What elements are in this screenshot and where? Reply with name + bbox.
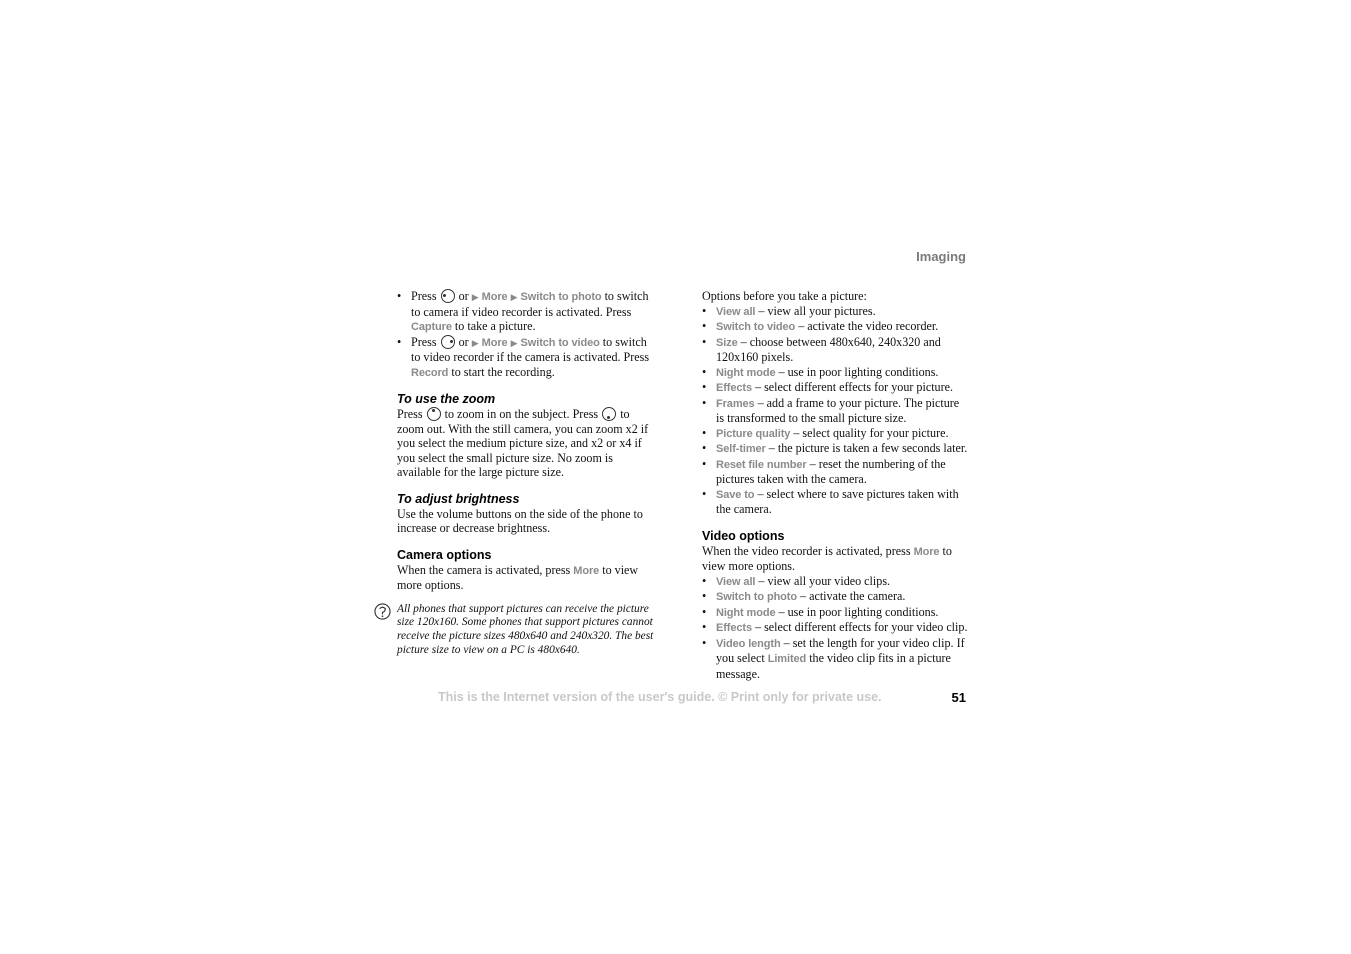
- list-item: • Press or ▶ More ▶ Switch to photo to switch to camera if video recorder is activated. Press Capture to take a picture.: [397, 289, 659, 335]
- list-item: • Effects – select different effects for your picture.: [702, 380, 968, 396]
- menu-more: More: [573, 564, 600, 577]
- brightness-text: Use the volume buttons on the side of the phone to increase or decrease brightness.: [397, 506, 643, 535]
- list-item: • Switch to video – activate the video recorder.: [702, 319, 968, 335]
- zoom-heading: To use the zoom: [397, 392, 496, 406]
- menu-more: More: [913, 545, 940, 558]
- video-options-list: [702, 574, 968, 682]
- menu-switch-to-photo: Switch to photo: [520, 291, 602, 303]
- menu-limited: Limited: [767, 653, 807, 665]
- video-options-text: When the video recorder is activated, press More to view more options.: [702, 543, 952, 573]
- list-item: • Switch to photo – activate the camera.: [702, 589, 968, 605]
- tip-note: All phones that support pictures can receive the picture size 120x160. Some phones that support pictures cannot receive the picture sizes 480x640 and 240x320. The best picture size to view on a PC is 480x640.: [397, 603, 659, 658]
- menu-switch-to-video: Switch to video: [520, 336, 600, 349]
- camera-options-text: When the camera is activated, press More to view more options.: [397, 562, 639, 592]
- menu-arrow-icon: ▶: [471, 337, 479, 348]
- menu-capture: Capture: [411, 321, 452, 333]
- menu-more: More: [481, 291, 508, 303]
- list-item: • Frames – add a frame to your picture. The picture is transformed to the small picture size.: [702, 396, 968, 426]
- list-item: • Night mode – use in poor lighting conditions.: [702, 365, 968, 381]
- list-item: • Night mode – use in poor lighting conditions.: [702, 605, 968, 621]
- list-item: • Effects – select different effects for your video clip.: [702, 620, 968, 636]
- navigation-left-key-icon: [441, 289, 455, 303]
- menu-more: More: [481, 336, 508, 349]
- left-column: [397, 289, 659, 658]
- zoom-text: Press to zoom in on the subject. Press to zoom out. With the still camera, you can zoom x2 if you select the medium picture size, and x2 or x4 if you select the small picture size. No zoom is available for the large picture size.: [397, 407, 649, 479]
- navigation-up-key-icon: [427, 407, 441, 421]
- picture-options-list: [702, 304, 968, 517]
- navigation-right-key-icon: [441, 335, 455, 349]
- list-item: • Reset file number – reset the numbering of the pictures taken with the camera.: [702, 457, 968, 487]
- menu-record: Record: [411, 366, 449, 379]
- list-item: • View all – view all your video clips.: [702, 574, 968, 590]
- navigation-down-key-icon: [602, 407, 616, 421]
- menu-arrow-icon: ▶: [471, 292, 479, 302]
- camera-options-heading: Camera options: [397, 547, 492, 562]
- right-column: [702, 289, 968, 681]
- list-item: • Save to – select where to save pictures taken with the camera.: [702, 487, 968, 517]
- list-item: • Picture quality – select quality for your picture.: [702, 426, 968, 442]
- menu-arrow-icon: ▶: [510, 337, 518, 348]
- brightness-heading: To adjust brightness: [397, 491, 520, 506]
- list-item: • Self-timer – the picture is taken a few seconds later.: [702, 441, 968, 457]
- list-item: • Press or ▶ More ▶ Switch to video to switch to video recorder if the camera is activated. Press Record to start the recording.: [397, 335, 659, 381]
- video-options-heading: Video options: [702, 528, 785, 543]
- menu-arrow-icon: ▶: [510, 292, 518, 302]
- list-item: • View all – view all your pictures.: [702, 304, 968, 320]
- options-intro: Options before you take a picture:: [702, 289, 867, 303]
- list-item: • Size – choose between 480x640, 240x320 and 120x160 pixels.: [702, 335, 968, 365]
- tip-icon: [374, 603, 391, 620]
- page-number: 51: [951, 690, 966, 705]
- switch-mode-list: [397, 289, 659, 380]
- list-item: • Video length – set the length for your video clip. If you select Limited the video clip fits in a picture message.: [702, 636, 968, 682]
- footer-notice: This is the Internet version of the user's guide. © Print only for private use.: [438, 690, 882, 704]
- section-header: Imaging: [916, 249, 966, 264]
